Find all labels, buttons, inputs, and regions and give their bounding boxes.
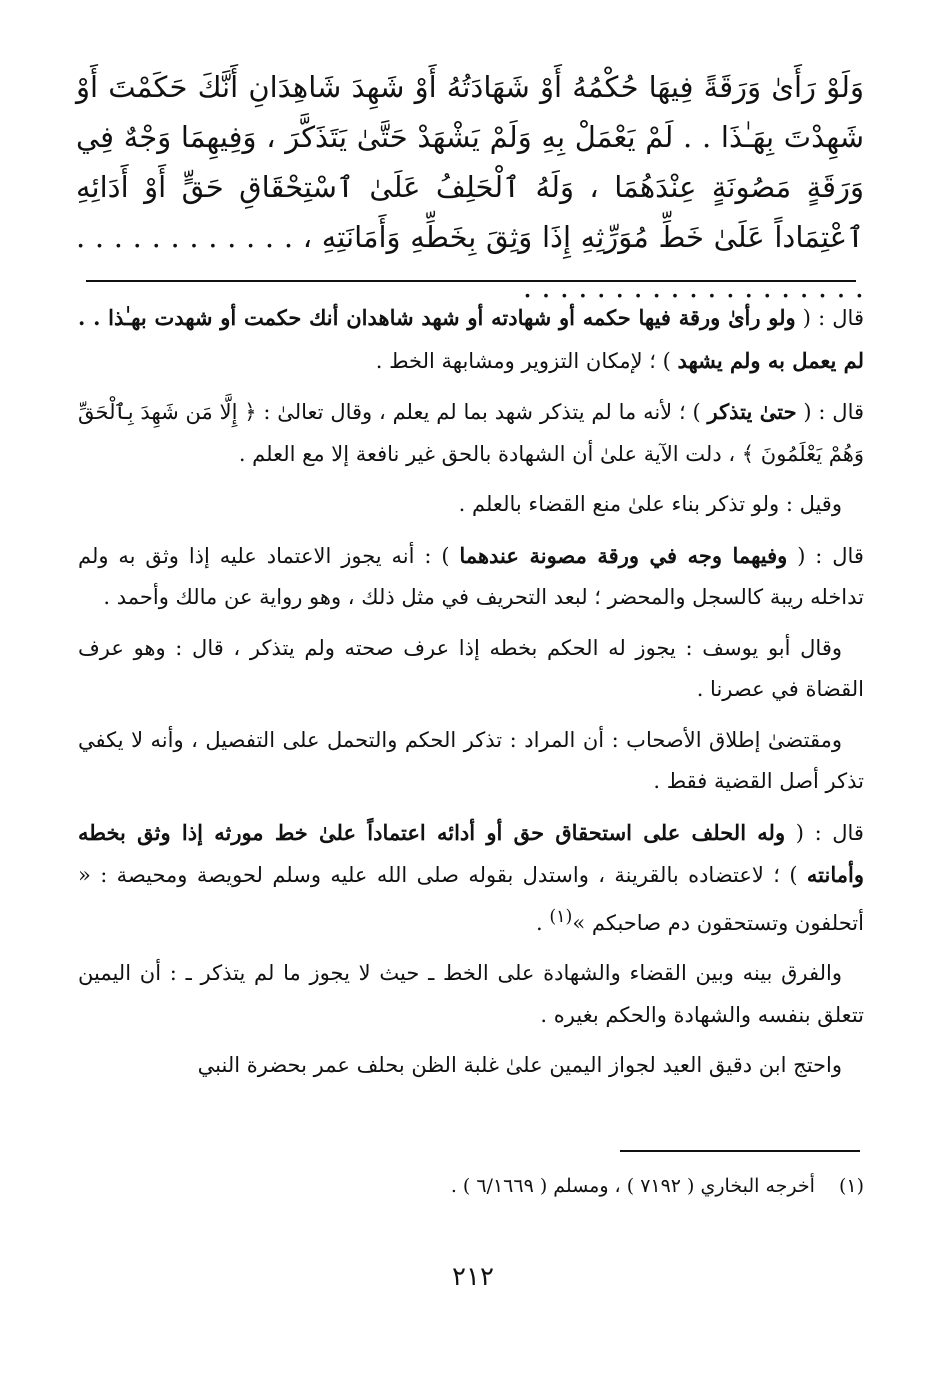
- footnote-separator: [620, 1150, 860, 1152]
- main-text-block: [76, 62, 864, 312]
- footnote: [200, 1172, 864, 1200]
- footnote-text: أخرجه البخاري ( ٧١٩٢ ) ، ومسلم ( ٦/١٦٦٩ ) .: [450, 1175, 815, 1197]
- quoted-text: حتىٰ يتذكر: [707, 399, 797, 424]
- footnote-reference: (١): [549, 906, 573, 927]
- commentary-paragraph-8: والفرق بينه وبين القضاء والشهادة على الخط ـ حيث لا يجوز ما لم يتذكر ـ : أن اليمين تتعلق بنفسه والشهادة والحكم بغيره .: [78, 961, 864, 1027]
- commentary-paragraph-4: قال : ( وفيهما وجه في ورقة مصونة عندهما ) : أنه يجوز الاعتماد عليه إذا وثق به ولم تداخله ريبة كالسجل والمحضر ؛ لبعد التحريف في مثل ذلك ، وهو رواية عن مالك وأحمد .: [78, 542, 864, 609]
- page-number: ٢١٢: [452, 1262, 494, 1292]
- commentary-paragraph-2: قال : ( حتىٰ يتذكر ) ؛ لأنه ما لم يتذكر شهد بما لم يعلم ، وقال تعالىٰ : ﴿ إِلَّا مَن شَهِدَ بِٱلْحَقِّ وَهُمْ يَعْلَمُونَ ﴾ ، دلت الآية علىٰ أن الشهادة بالحق غير نافعة إلا مع العلم .: [78, 399, 865, 466]
- quoted-text: وله الحلف على استحقاق حق أو أدائه اعتماداً علىٰ خط مورثه إذا وثق بخطه وأمانته: [78, 819, 864, 887]
- commentary-paragraph-5: وقال أبو يوسف : يجوز له الحكم بخطه إذا عرف صحته ولم يتذكر ، قال : وهو عرف القضاة في عصرنا .: [78, 635, 864, 701]
- commentary-block: [78, 297, 864, 1096]
- quoted-text: وفيهما وجه في ورقة مصونة عندهما: [459, 542, 788, 568]
- footnote-number: (١): [838, 1175, 864, 1197]
- commentary-paragraph-9: واحتج ابن دقيق العيد لجواز اليمين علىٰ غلبة الظن بحلف عمر بحضرة النبي: [197, 1053, 842, 1077]
- separator-line: [86, 280, 856, 282]
- commentary-paragraph-1: قال : ( ولو رأىٰ ورقة فيها حكمه أو شهادته أو شهد شاهدان أنك حكمت أو شهدت بهـٰذا . . لم يعمل به ولم يشهد ) ؛ لإمكان التزوير ومشابهة الخط .: [78, 305, 864, 373]
- main-text-paragraph: وَلَوْ رَأَىٰ وَرَقَةً فِيهَا حُكْمُهُ أَوْ شَهَادَتُهُ أَوْ شَهِدَ شَاهِدَانِ أَنَّكَ حَكَمْتَ أَوْ شَهِدْتَ بِهَـٰذَا . . لَمْ يَعْمَلْ بِهِ وَلَمْ يَشْهَدْ حَتَّىٰ يَتَذَكَّرَ ، وَفِيهِمَا وَجْهٌ فِي وَرَقَةٍ مَصُونَةٍ عِنْدَهُمَا ، وَلَهُ ٱلْحَلِفُ عَلَىٰ ٱسْتِحْقَاقِ حَقٍّ أَوْ أَدَائِهِ ٱعْتِمَاداً عَلَىٰ خَطِّ مُوَرِّثِهِ إِذَا وَثِقَ بِخَطِّهِ وَأَمَانَتِهِ ، . . . . . . . . . . . . . . . . . . . . . . . . . . . . . . .: [76, 70, 864, 304]
- commentary-paragraph-6: ومقتضىٰ إطلاق الأصحاب : أن المراد : تذكر الحكم والتحمل على التفصيل ، وأنه لا يكفي تذكر أصل القضية فقط .: [78, 727, 864, 793]
- commentary-paragraph-3: وقيل : ولو تذكر بناء علىٰ منع القضاء بالعلم .: [458, 492, 842, 516]
- commentary-paragraph-7: قال : ( وله الحلف على استحقاق حق أو أدائه اعتماداً علىٰ خط مورثه إذا وثق بخطه وأمانته ) ؛ لاعتضاده بالقرينة ، واستدل بقوله صلى الله عليه وسلم لحويصة ومحيصة : « أتحلفون وتستحقون دم صاحبكم »$^{(١)}$ .: [78, 819, 864, 935]
- quoted-text: ولو رأىٰ ورقة فيها حكمه أو شهادته أو شهد شاهدان أنك حكمت أو شهدت بهـٰذا . . لم يعمل به ولم يشهد: [78, 305, 864, 373]
